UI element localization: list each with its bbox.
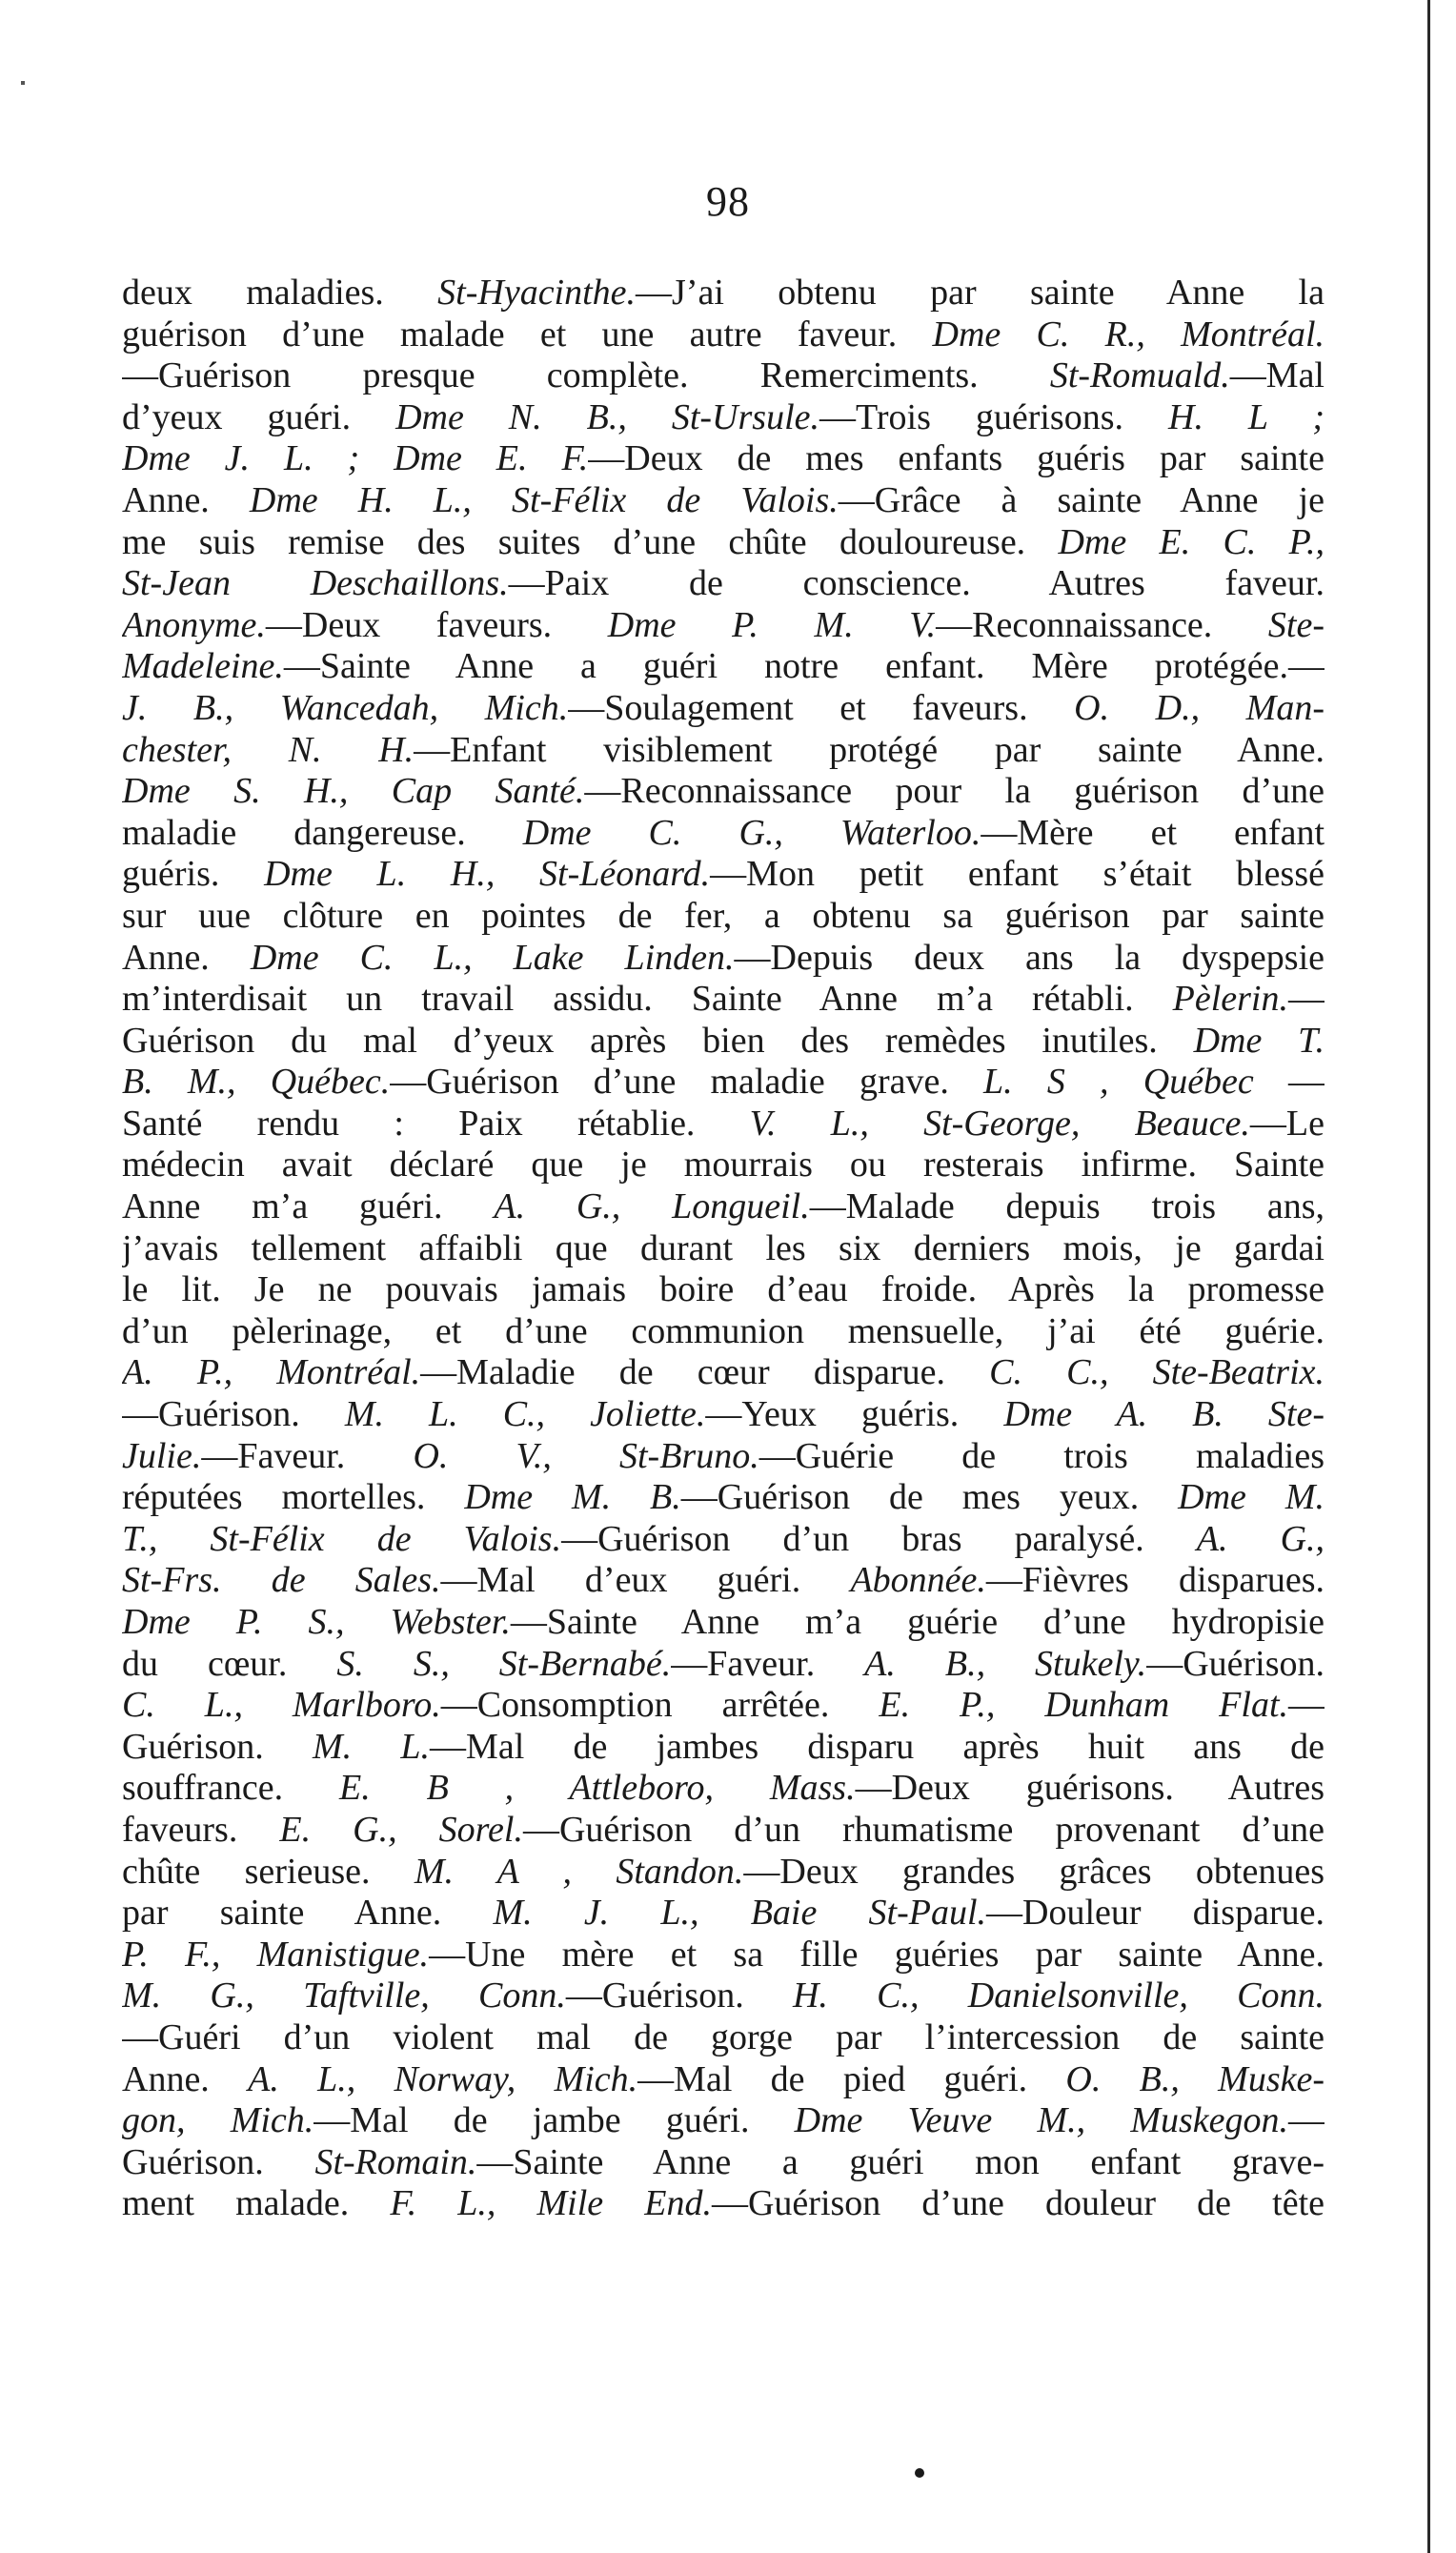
text-run: —Douleur disparue.: [986, 1893, 1325, 1934]
italic-reference: chester, N. H.: [122, 729, 415, 770]
text-run: ment malade.: [122, 2183, 391, 2224]
text-run: sur uue clôture en pointes de fer, a obtenu sa guérison par sainte: [122, 895, 1325, 936]
italic-reference: M. A , Standon.: [414, 1851, 744, 1892]
italic-reference: Dme M.: [1178, 1477, 1325, 1518]
italic-reference: H. C., Danielsonville, Conn.: [792, 1976, 1325, 2016]
italic-reference: M. J. L., Baie St-Paul.: [493, 1893, 987, 1934]
text-run: Santé rendu : Paix rétablie.: [122, 1103, 750, 1144]
italic-reference: C. C., Ste-Beatrix.: [989, 1352, 1325, 1393]
italic-reference: Dme J. L. ; Dme E. F.: [122, 438, 589, 479]
italic-reference: gon, Mich.: [122, 2100, 314, 2141]
italic-reference: Dme C. R., Montréal.: [932, 314, 1325, 355]
text-line: [122, 1394, 1325, 1436]
text-run: —Faveur.: [201, 1435, 414, 1476]
text-run: —J’ai obtenu par sainte Anne la: [636, 273, 1325, 313]
italic-reference: Dme P. S., Webster.: [122, 1602, 511, 1642]
text-run: m’interdisait un travail assidu. Sainte Anne m’a rétabli.: [122, 979, 1173, 1020]
text-line: [122, 1021, 1325, 1063]
italic-reference: J. B., Wancedah, Mich.: [122, 687, 569, 728]
text-run: —Guéri d’un violent mal de gorge par l’intercession de sainte: [122, 2016, 1325, 2057]
italic-reference: H. L ;: [1168, 396, 1325, 437]
page-number: 98: [706, 178, 750, 225]
text-run: —Maladie de cœur disparue.: [420, 1352, 990, 1393]
text-line: [122, 813, 1325, 855]
text-run: souffrance.: [122, 1768, 340, 1809]
text-run: d’un pèlerinage, et d’une communion mensuelle, j’ai été guérie.: [122, 1310, 1325, 1351]
text-line: [122, 938, 1325, 980]
text-run: chûte serieuse.: [122, 1851, 415, 1892]
text-run: —Guérison presque complète. Remerciments.: [122, 355, 1050, 396]
text-run: —Reconnaissance.: [936, 604, 1268, 645]
italic-reference: Dme P. M. V.: [607, 604, 937, 645]
text-run: Anne.: [122, 937, 251, 978]
text-line: [122, 1269, 1325, 1311]
italic-reference: M. G., Taftville, Conn.: [122, 1976, 566, 2016]
body-text: [122, 273, 1325, 2225]
italic-reference: T., St-Félix de Valois.: [122, 1518, 562, 1559]
text-run: —Guérison de mes yeux.: [680, 1477, 1179, 1518]
text-line: [122, 1352, 1325, 1394]
text-run: le lit. Je ne pouvais jamais boire d’eau froide. Après la promesse: [122, 1269, 1325, 1310]
text-run: —Guérison d’un rhumatisme provenant d’une: [522, 1809, 1325, 1850]
italic-reference: A. G.,: [1196, 1518, 1325, 1559]
text-line: [122, 1104, 1325, 1145]
italic-reference: St-Frs. de Sales.: [122, 1560, 441, 1601]
text-line: [122, 1436, 1325, 1478]
italic-reference: Dme C. G., Waterloo.: [522, 812, 981, 853]
text-run: —Deux de mes enfants guéris par sainte: [588, 438, 1325, 479]
italic-reference: P. F., Manistigue.: [122, 1934, 430, 1975]
text-run: —Deux grandes grâces obtenues: [743, 1851, 1325, 1892]
text-run: réputées mortelles.: [122, 1477, 465, 1518]
text-run: —: [1253, 1062, 1325, 1103]
italic-reference: C. L., Marlboro.: [122, 1685, 441, 1726]
italic-reference: E. B , Attleboro, Mass.: [339, 1768, 856, 1809]
text-line: [122, 1477, 1325, 1519]
text-line: [122, 1186, 1325, 1228]
text-run: d’yeux guéri.: [122, 396, 396, 437]
text-run: —Sainte Anne a guéri mon enfant grave-: [476, 2141, 1325, 2182]
italic-reference: B. M., Québec.: [122, 1062, 391, 1103]
text-line: [122, 771, 1325, 813]
italic-reference: O. V., St-Bruno.: [413, 1435, 759, 1476]
italic-reference: St-Romain.: [314, 2141, 477, 2182]
text-line: [122, 355, 1325, 397]
italic-reference: M. L.: [313, 1726, 431, 1767]
text-run: —Guérison.: [1146, 1643, 1325, 1684]
text-run: —Soulagement et faveurs.: [568, 687, 1075, 728]
italic-reference: Dme Veuve M., Muskegon.: [794, 2100, 1288, 2141]
italic-reference: A. L., Norway, Mich.: [248, 2058, 638, 2099]
italic-reference: L. S , Québec: [983, 1062, 1254, 1103]
text-line: [122, 1519, 1325, 1561]
text-run: me suis remise des suites d’une chûte douloureuse.: [122, 521, 1059, 562]
text-run: —Une mère et sa fille guéries par sainte Anne.: [429, 1934, 1325, 1975]
text-line: [122, 2142, 1325, 2184]
text-run: Guérison.: [122, 1726, 313, 1767]
text-run: —Guérison d’un bras paralysé.: [561, 1518, 1197, 1559]
italic-reference: Dme E. C. P.,: [1058, 521, 1325, 562]
text-run: —Malade depuis trois ans,: [809, 1186, 1325, 1227]
text-run: —Paix de conscience. Autres faveur.: [508, 563, 1325, 604]
italic-reference: Ste-: [1267, 604, 1325, 645]
text-line: [122, 314, 1325, 356]
text-run: —Deux guérisons. Autres: [855, 1768, 1325, 1809]
italic-reference: V. L., St-George, Beauce.: [749, 1103, 1250, 1144]
text-run: Anne.: [122, 2058, 249, 2099]
text-run: —Guérison.: [122, 1394, 345, 1435]
text-line: [122, 2183, 1325, 2225]
text-run: Anne m’a guéri.: [122, 1186, 495, 1227]
text-run: —Depuis deux ans la dyspepsie: [734, 937, 1325, 978]
text-line: [122, 1727, 1325, 1769]
text-run: —: [1288, 2100, 1325, 2141]
text-run: faveurs.: [122, 1809, 280, 1850]
text-line: [122, 438, 1325, 480]
text-line: [122, 563, 1325, 605]
italic-reference: Dme S. H., Cap Santé.: [122, 771, 585, 812]
text-line: [122, 1976, 1325, 2017]
text-run: Guérison.: [122, 2141, 315, 2182]
text-run: —Mal de pied guéri.: [637, 2058, 1066, 2099]
text-run: —Guérison d’une maladie grave.: [390, 1062, 984, 1103]
text-run: j’avais tellement affaibli que durant les six derniers mois, je gardai: [122, 1227, 1325, 1268]
italic-reference: St-Hyacinthe.: [437, 273, 637, 313]
text-run: —Mal: [1229, 355, 1325, 396]
text-run: —Grâce à sainte Anne je: [838, 479, 1325, 520]
text-line: [122, 1768, 1325, 1810]
italic-reference: Dme T.: [1193, 1020, 1325, 1061]
text-run: —: [1288, 1685, 1325, 1726]
italic-reference: Dme M. B.: [464, 1477, 681, 1518]
text-line: [122, 979, 1325, 1021]
text-run: Guérison du mal d’yeux après bien des remèdes inutiles.: [122, 1020, 1194, 1061]
text-line: [122, 522, 1325, 564]
italic-reference: St-Jean Deschaillons.: [122, 563, 509, 604]
text-line: [122, 1560, 1325, 1602]
text-run: par sainte Anne.: [122, 1893, 494, 1934]
text-line: [122, 1935, 1325, 1976]
text-run: —Trois guérisons.: [819, 396, 1168, 437]
text-run: —Guérie de trois maladies: [758, 1435, 1325, 1476]
text-line: [122, 854, 1325, 896]
scan-speck: [21, 81, 25, 85]
text-run: —Mère et enfant: [981, 812, 1325, 853]
text-line: [122, 2059, 1325, 2101]
text-line: [122, 605, 1325, 647]
text-line: [122, 273, 1325, 314]
text-run: —Sainte Anne a guéri notre enfant. Mère protégée.—: [283, 646, 1325, 687]
text-line: [122, 1810, 1325, 1852]
text-run: —Reconnaissance pour la guérison d’une: [584, 771, 1325, 812]
text-run: du cœur.: [122, 1643, 337, 1684]
text-line: [122, 1893, 1325, 1935]
italic-reference: Abonnée.: [850, 1560, 986, 1601]
text-line: [122, 2100, 1325, 2142]
text-run: guérison d’une malade et une autre faveur.: [122, 314, 933, 355]
italic-reference: A. G., Longueil.: [494, 1186, 810, 1227]
text-line: [122, 730, 1325, 772]
text-run: —Deux faveurs.: [265, 604, 608, 645]
italic-reference: Anonyme.: [122, 604, 266, 645]
italic-reference: E. P., Dunham Flat.: [879, 1685, 1289, 1726]
text-run: —Fièvres disparues.: [985, 1560, 1325, 1601]
italic-reference: O. B., Muske-: [1065, 2058, 1325, 2099]
italic-reference: Dme A. B. Ste-: [1003, 1394, 1325, 1435]
text-run: —Faveur.: [671, 1643, 865, 1684]
text-run: —Mon petit enfant s’était blessé: [710, 854, 1325, 895]
text-line: [122, 1228, 1325, 1270]
italic-reference: A. P., Montréal.: [122, 1352, 421, 1393]
italic-reference: Pèlerin.: [1172, 979, 1288, 1020]
italic-reference: S. S., St-Bernabé.: [336, 1643, 672, 1684]
italic-reference: Dme L. H., St-Léonard.: [264, 854, 711, 895]
printer-dot: [915, 2468, 924, 2478]
text-run: Anne.: [122, 479, 250, 520]
italic-reference: Madeleine.: [122, 646, 284, 687]
text-line: [122, 646, 1325, 688]
italic-reference: St-Romuald.: [1049, 355, 1230, 396]
text-run: —Mal de jambes disparu après huit ans de: [430, 1726, 1325, 1767]
text-line: [122, 896, 1325, 938]
italic-reference: Dme N. B., St-Ursule.: [395, 396, 819, 437]
text-run: —Yeux guéris.: [705, 1394, 1004, 1435]
text-run: —Mal de jambe guéri.: [313, 2100, 795, 2141]
text-run: deux maladies.: [122, 273, 438, 313]
text-run: —Guérison d’une douleur de tête: [711, 2183, 1325, 2224]
text-line: [122, 1311, 1325, 1353]
italic-reference: A. B., Stukely.: [864, 1643, 1147, 1684]
italic-reference: M. L. C., Joliette.: [344, 1394, 706, 1435]
text-line: [122, 1685, 1325, 1727]
italic-reference: F. L., Mile End.: [390, 2183, 712, 2224]
text-line: [122, 1852, 1325, 1894]
text-line: [122, 1602, 1325, 1644]
page-edge-rule: [1427, 0, 1430, 2553]
text-line: [122, 480, 1325, 522]
text-run: —Le: [1249, 1103, 1325, 1144]
italic-reference: O. D., Man-: [1074, 687, 1325, 728]
text-line: [122, 1644, 1325, 1686]
text-run: —Consomption arrêtée.: [440, 1685, 880, 1726]
italic-reference: E. G., Sorel.: [279, 1809, 523, 1850]
text-run: —Guérison.: [565, 1976, 793, 2016]
text-line: [122, 2017, 1325, 2059]
text-line: [122, 397, 1325, 439]
text-run: —Sainte Anne m’a guérie d’une hydropisie: [510, 1602, 1325, 1642]
text-line: [122, 1062, 1325, 1104]
text-line: [122, 1145, 1325, 1186]
italic-reference: Dme H. L., St-Félix de Valois.: [249, 479, 839, 520]
text-run: —Enfant visiblement protégé par sainte Anne.: [414, 729, 1325, 770]
italic-reference: Dme C. L., Lake Linden.: [250, 937, 735, 978]
text-run: maladie dangereuse.: [122, 812, 523, 853]
text-run: —: [1288, 979, 1325, 1020]
text-run: guéris.: [122, 854, 265, 895]
text-run: médecin avait déclaré que je mourrais ou resterais infirme. Sainte: [122, 1145, 1325, 1185]
text-run: —Mal d’eux guéri.: [440, 1560, 851, 1601]
italic-reference: Julie.: [122, 1435, 202, 1476]
text-line: [122, 688, 1325, 730]
